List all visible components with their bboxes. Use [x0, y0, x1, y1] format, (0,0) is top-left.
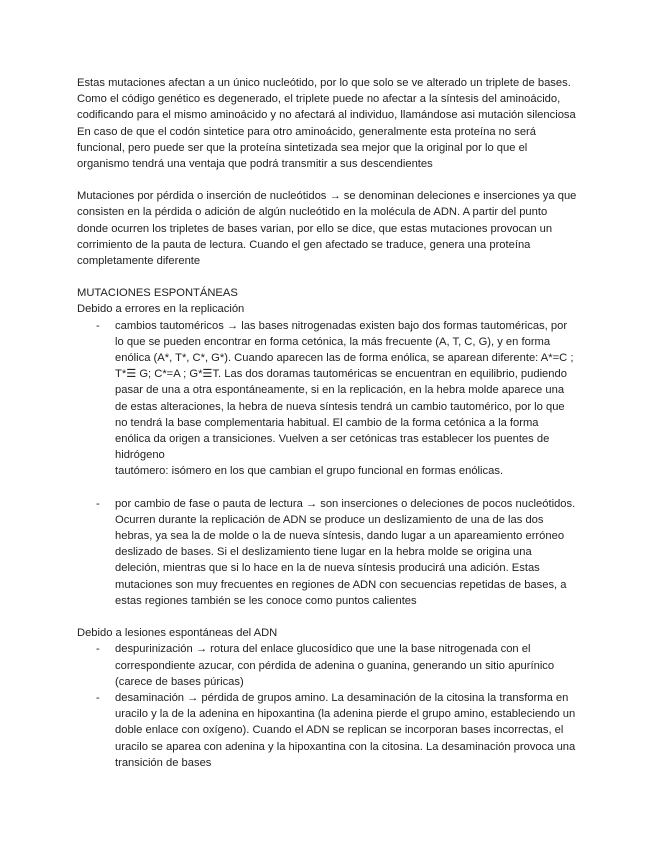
list-item-text: despurinización → rotura del enlace glucosídico que une la base nitrogenada con el correspondiente azucar, con pérdida de adenina o guanina, generando un sitio apurínico (carece de bases púricas) [115, 643, 555, 688]
list-item-note: tautómero: isómero en los que cambian el grupo funcional en formas enólicas. [115, 465, 504, 478]
intro-paragraph-2: En caso de que el codón sintetice para otro aminoácido, generalmente esta proteína no será funcional, pero puede ser que la proteína sintetizada sea mejor que la original por lo que el organismo tendrá una ventaja que podrá transmitir a sus descendientes [77, 125, 536, 171]
list-item-text: cambios tautoméricos → las bases nitrogenadas existen bajo dos formas tautoméricas, por lo que se pueden encontrar en forma cetónica, la más frecuente (A, T, C, G), y en forma enólica (A*, T*, C*, G*). Cuando aparecen las de forma enólica, se aparean diferente: A*=C ; T*☰ G; C*=A ; G*☰T. Las dos doramas tautoméricas se encuentran en equilibrio, pudiendo pasar de una a otra espontáneamente, si en la replicación, en la hebra molde aparece una de estas alteraciones, la hebra de nueva síntesis tendrá un cambio tautomérico, por lo que no tendrá la base complementaria habitual. El cambio de la forma cetónica a la forma enólica da origen a transiciones. Vuelven a ser cetónicas tras establecer los puentes de hidrógeno [115, 319, 574, 462]
lesions-subtitle: Debido a lesiones espontáneas del ADN [77, 627, 278, 640]
list-item [77, 690, 577, 771]
list-item-text: desaminación → pérdida de grupos amino. La desaminación de la citosina la transforma en uracilo y la de la adenina en hipoxantina (la adenina pierde el grupo amino, estableciendo un doble enlace con oxígeno). Cuando el ADN se replican se incorporan bases incorrectas, el uracilo se aparea con adenina y la hipoxantina con la citosina. La desaminación provoca una transición de bases [115, 691, 576, 769]
replication-list [77, 318, 577, 609]
intro-paragraph-1: Estas mutaciones afectan a un único nucleótido, por lo que solo se ve alterado un triplete de bases. Como el código genético es degenerado, el triplete puede no afectar a la síntesis del aminoácido, codificando para el mismo aminoácido y no afectará al individuo, llamándose asi mutación silenciosa [77, 77, 576, 122]
list-item [77, 641, 577, 690]
document-body [77, 75, 577, 771]
frameshift-paragraph: Mutaciones por pérdida o inserción de nucleótidos → se denominan deleciones e inserciones ya que consisten en la pérdida o adición de algún nucleótido en la molécula de ADN. A partir del punto donde ocurren los tripletes de bases varian, por ello se dice, que estas mutaciones provocan un corrimiento de la pauta de lectura. Cuando el gen afectado se traduce, genera una proteína completamente diferente [77, 190, 577, 268]
list-item [77, 318, 577, 480]
list-item-text: por cambio de fase o pauta de lectura → son inserciones o deleciones de pocos nucleótidos. Ocurren durante la replicación de ADN se produce un deslizamiento de una de las dos hebras, ya sea la de molde o la de nueva síntesis, dando lugar a un apareamiento erróneo deslizado de bases. Si el deslizamiento tiene lugar en la hebra molde se origina una deleción, mientras que si lo hace en la de nueva síntesis producirá una adición. Estas mutaciones son muy frecuentes en regiones de ADN con secuencias repetidas de bases, a estas regiones también se les conoce como puntos calientes [115, 497, 576, 607]
list-item [77, 496, 577, 609]
replication-subtitle: Debido a errores en la replicación [77, 303, 245, 316]
section-title: MUTACIONES ESPONTÁNEAS [77, 287, 238, 300]
lesions-list [77, 641, 577, 771]
